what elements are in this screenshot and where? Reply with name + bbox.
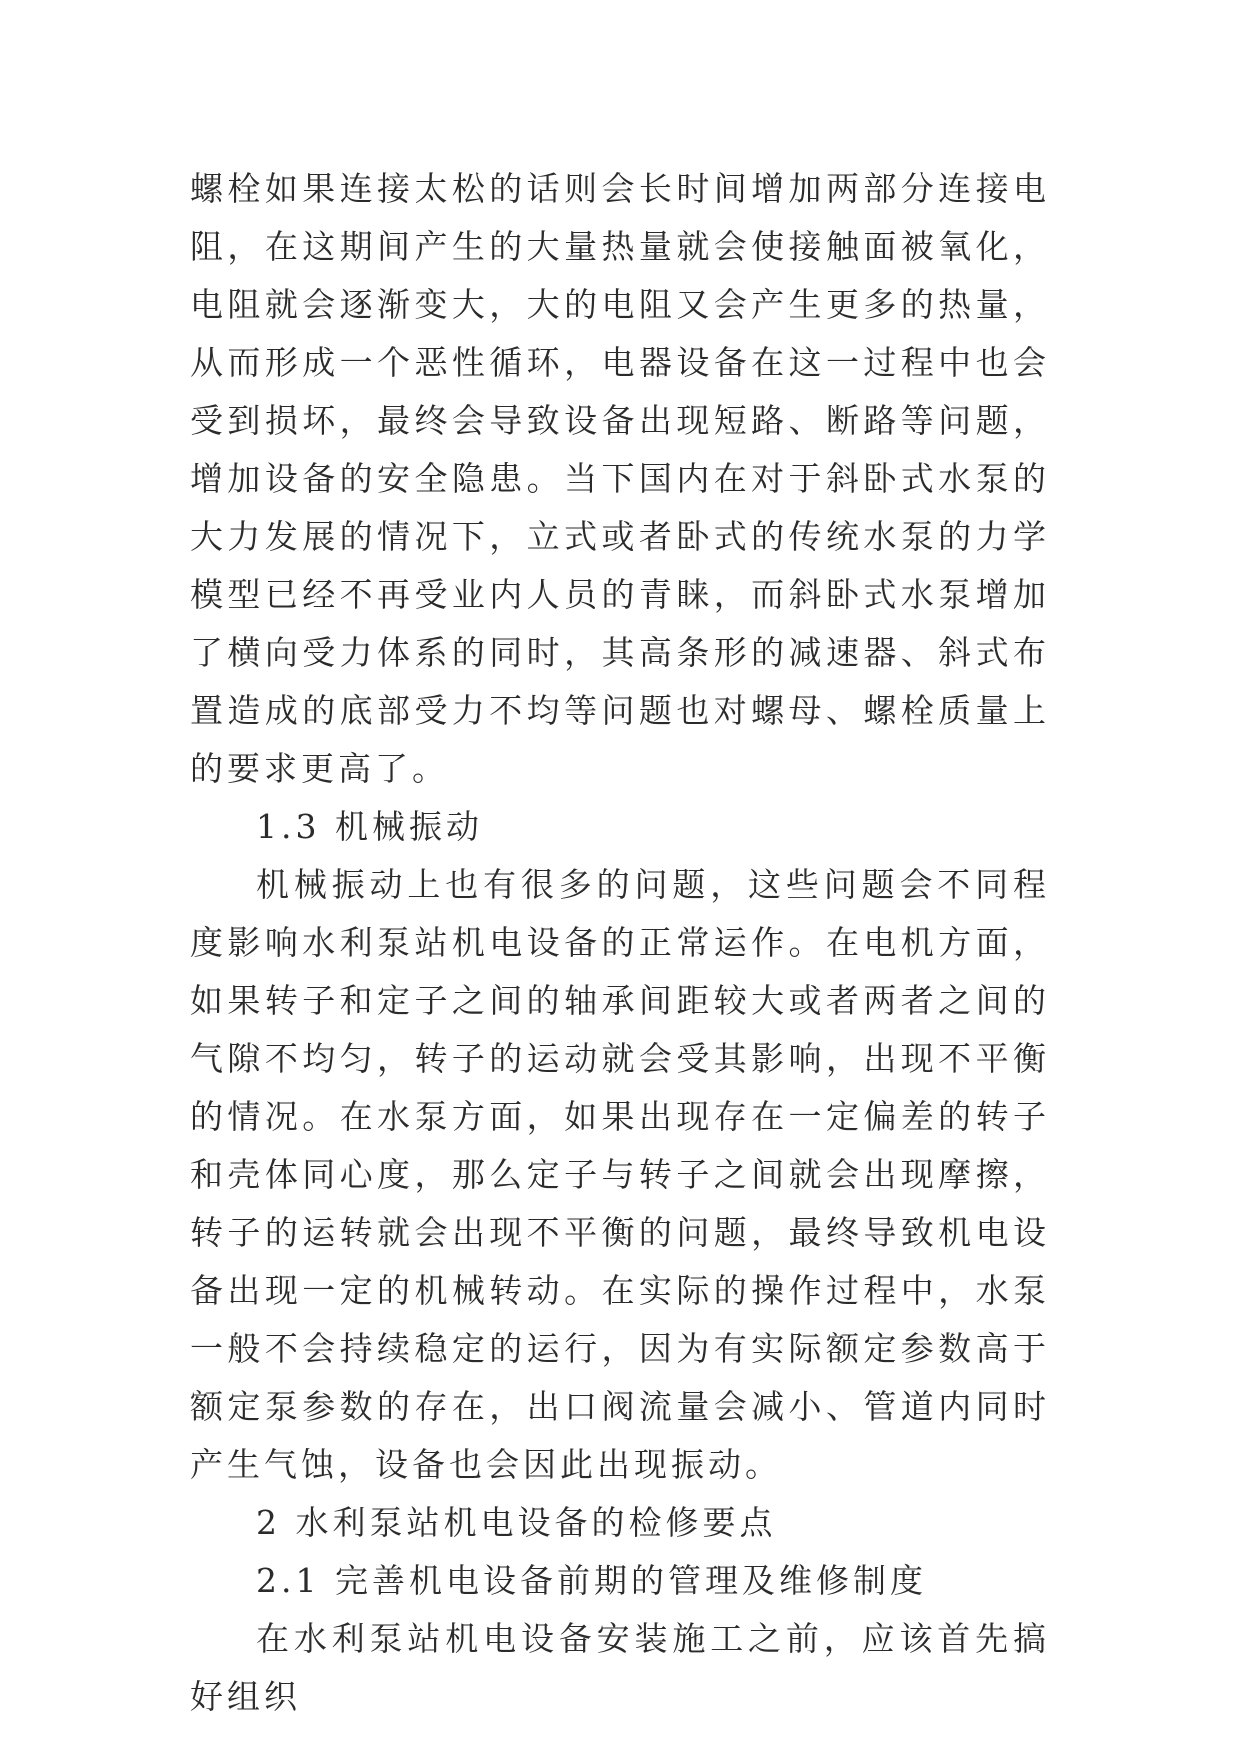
- body-paragraph: 机械振动上也有很多的问题，这些问题会不同程度影响水利泵站机电设备的正常运作。在电机方面，如果转子和定子之间的轴承间距较大或者两者之间的气隙不均匀，转子的运动就会受其影响，出现不平衡的情况。在水泵方面，如果出现存在一定偏差的转子和壳体同心度，那么定子与转子之间就会出现摩擦，转子的运转就会出现不平衡的问题，最终导致机电设备出现一定的机械转动。在实际的操作过程中，水泵一般不会持续稳定的运行，因为有实际额定参数高于额定泵参数的存在，出口阀流量会减小、管道内同时产生气蚀，设备也会因此出现振动。: [190, 865, 1050, 1484]
- document-body: [190, 160, 1050, 1726]
- body-paragraph: 在水利泵站机电设备安装施工之前，应该首先搞好组织: [190, 1619, 1050, 1716]
- section-heading: 2 水利泵站机电设备的检修要点: [256, 1503, 777, 1542]
- subsection-heading: 2.1 完善机电设备前期的管理及维修制度: [256, 1561, 927, 1600]
- body-paragraph: 螺栓如果连接太松的话则会长时间增加两部分连接电阻，在这期间产生的大量热量就会使接触面被氧化，电阻就会逐渐变大，大的电阻又会产生更多的热量，从而形成一个恶性循环，电器设备在这一过程中也会受到损坏，最终会导致设备出现短路、断路等问题，增加设备的安全隐患。当下国内在对于斜卧式水泵的大力发展的情况下，立式或者卧式的传统水泵的力学模型已经不再受业内人员的青睐，而斜卧式水泵增加了横向受力体系的同时，其高条形的减速器、斜式布置造成的底部受力不均等问题也对螺母、螺栓质量上的要求更高了。: [190, 169, 1050, 788]
- section-heading: 1.3 机械振动: [256, 807, 483, 846]
